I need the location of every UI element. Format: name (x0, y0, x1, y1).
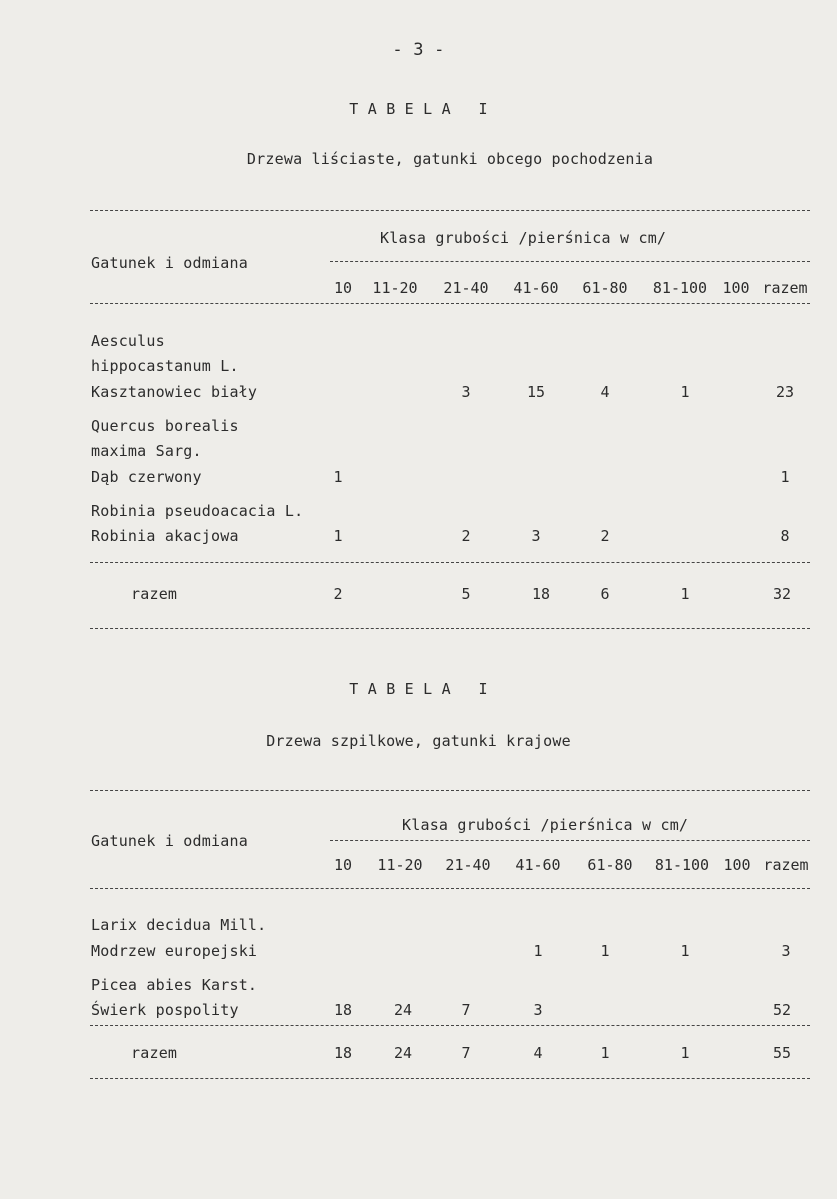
table2-total-11-20: 24 (393, 1044, 413, 1062)
table2-col-11-20: 11-20 (377, 856, 423, 874)
table1-col-10: 10 (333, 279, 353, 297)
table2-row2-10: 18 (333, 1001, 353, 1019)
table1-body-rule (90, 562, 810, 563)
table2-row2-21-40: 7 (461, 1001, 471, 1019)
table2-row2-name-1: Picea abies Karst. (91, 976, 258, 994)
table1-total-10: 2 (333, 585, 343, 603)
table1-row1-name-3: Kasztanowiec biały (91, 383, 258, 401)
table1-group-rule (330, 261, 810, 262)
table2-col-razem: razem (763, 856, 809, 874)
table1-row1-21-40: 3 (461, 383, 471, 401)
table2-row-header: Gatunek i odmiana (91, 832, 248, 850)
table1-row2-razem: 1 (780, 468, 790, 486)
table1-row1-name-2: hippocastanum L. (91, 357, 239, 375)
table2-row1-name-2: Modrzew europejski (91, 942, 258, 960)
table1-total-21-40: 5 (461, 585, 471, 603)
table1-row1-name-1: Aesculus (91, 332, 165, 350)
table1-row2-name-1: Quercus borealis (91, 417, 239, 435)
table2-group-rule (330, 840, 810, 841)
page-number: - 3 - (392, 40, 445, 60)
table1-row2-name-2: maxima Sarg. (91, 442, 202, 460)
table2-total-label: razem (131, 1044, 178, 1062)
table2-row1-razem: 3 (781, 942, 791, 960)
table1-row3-name-1: Robinia pseudoacacia L. (91, 502, 304, 520)
table2-total-razem: 55 (772, 1044, 792, 1062)
table1-row1-41-60: 15 (526, 383, 546, 401)
table2-col-61-80: 61-80 (587, 856, 633, 874)
table1-row3-name-2: Robinia akacjowa (91, 527, 239, 545)
table2-total-61-80: 1 (600, 1044, 610, 1062)
table1-col-41-60: 41-60 (513, 279, 559, 297)
table2-group-header: Klasa grubości /pierśnica w cm/ (402, 816, 689, 834)
table1-header-rule (90, 303, 810, 304)
table2-top-rule (90, 790, 810, 791)
table2-row1-name-1: Larix decidua Mill. (91, 916, 267, 934)
table2-row1-41-60: 1 (533, 942, 543, 960)
table1-row3-10: 1 (333, 527, 343, 545)
table1-col-81-100: 81-100 (652, 279, 708, 297)
table2-col-10: 10 (333, 856, 353, 874)
table1-row3-41-60: 3 (531, 527, 541, 545)
table2-total-81-100: 1 (680, 1044, 690, 1062)
table1-col-21-40: 21-40 (443, 279, 489, 297)
table2-total-10: 18 (333, 1044, 353, 1062)
table1-total-razem: 32 (772, 585, 792, 603)
table1-row2-10: 1 (333, 468, 343, 486)
table1-row3-21-40: 2 (461, 527, 471, 545)
table1-total-81-100: 1 (680, 585, 690, 603)
table2-row2-41-60: 3 (533, 1001, 543, 1019)
table2-total-21-40: 7 (461, 1044, 471, 1062)
table1-subtitle: Drzewa liściaste, gatunki obcego pochodzenia (246, 150, 654, 168)
table2-col-21-40: 21-40 (445, 856, 491, 874)
table1-row3-61-80: 2 (600, 527, 610, 545)
table2-row2-11-20: 24 (393, 1001, 413, 1019)
table2-col-41-60: 41-60 (515, 856, 561, 874)
table2-heading: T A B E L A I (349, 680, 488, 698)
table2-header-rule (90, 888, 810, 889)
table2-row1-81-100: 1 (680, 942, 690, 960)
table1-bottom-rule (90, 628, 810, 629)
table1-row2-name-3: Dąb czerwony (91, 468, 202, 486)
table1-row1-61-80: 4 (600, 383, 610, 401)
table2-body-rule (90, 1025, 810, 1026)
table1-row1-81-100: 1 (680, 383, 690, 401)
table1-heading: T A B E L A I (349, 100, 488, 118)
table1-total-41-60: 18 (531, 585, 551, 603)
table1-col-100: 100 (722, 279, 750, 297)
table2-col-81-100: 81-100 (654, 856, 710, 874)
table1-row1-razem: 23 (775, 383, 795, 401)
table1-col-11-20: 11-20 (372, 279, 418, 297)
table1-col-razem: razem (762, 279, 808, 297)
table2-row2-razem: 52 (772, 1001, 792, 1019)
table1-top-rule (90, 210, 810, 211)
table1-total-61-80: 6 (600, 585, 610, 603)
table1-row-header: Gatunek i odmiana (91, 254, 248, 272)
table2-col-100: 100 (723, 856, 751, 874)
table1-group-header: Klasa grubości /pierśnica w cm/ (380, 229, 667, 247)
table2-row1-61-80: 1 (600, 942, 610, 960)
table2-row2-name-2: Świerk pospolity (91, 1001, 239, 1019)
table2-subtitle: Drzewa szpilkowe, gatunki krajowe (266, 732, 571, 750)
table2-total-41-60: 4 (533, 1044, 543, 1062)
table1-total-label: razem (131, 585, 178, 603)
table1-col-61-80: 61-80 (582, 279, 628, 297)
table1-row3-razem: 8 (780, 527, 790, 545)
table2-bottom-rule (90, 1078, 810, 1079)
